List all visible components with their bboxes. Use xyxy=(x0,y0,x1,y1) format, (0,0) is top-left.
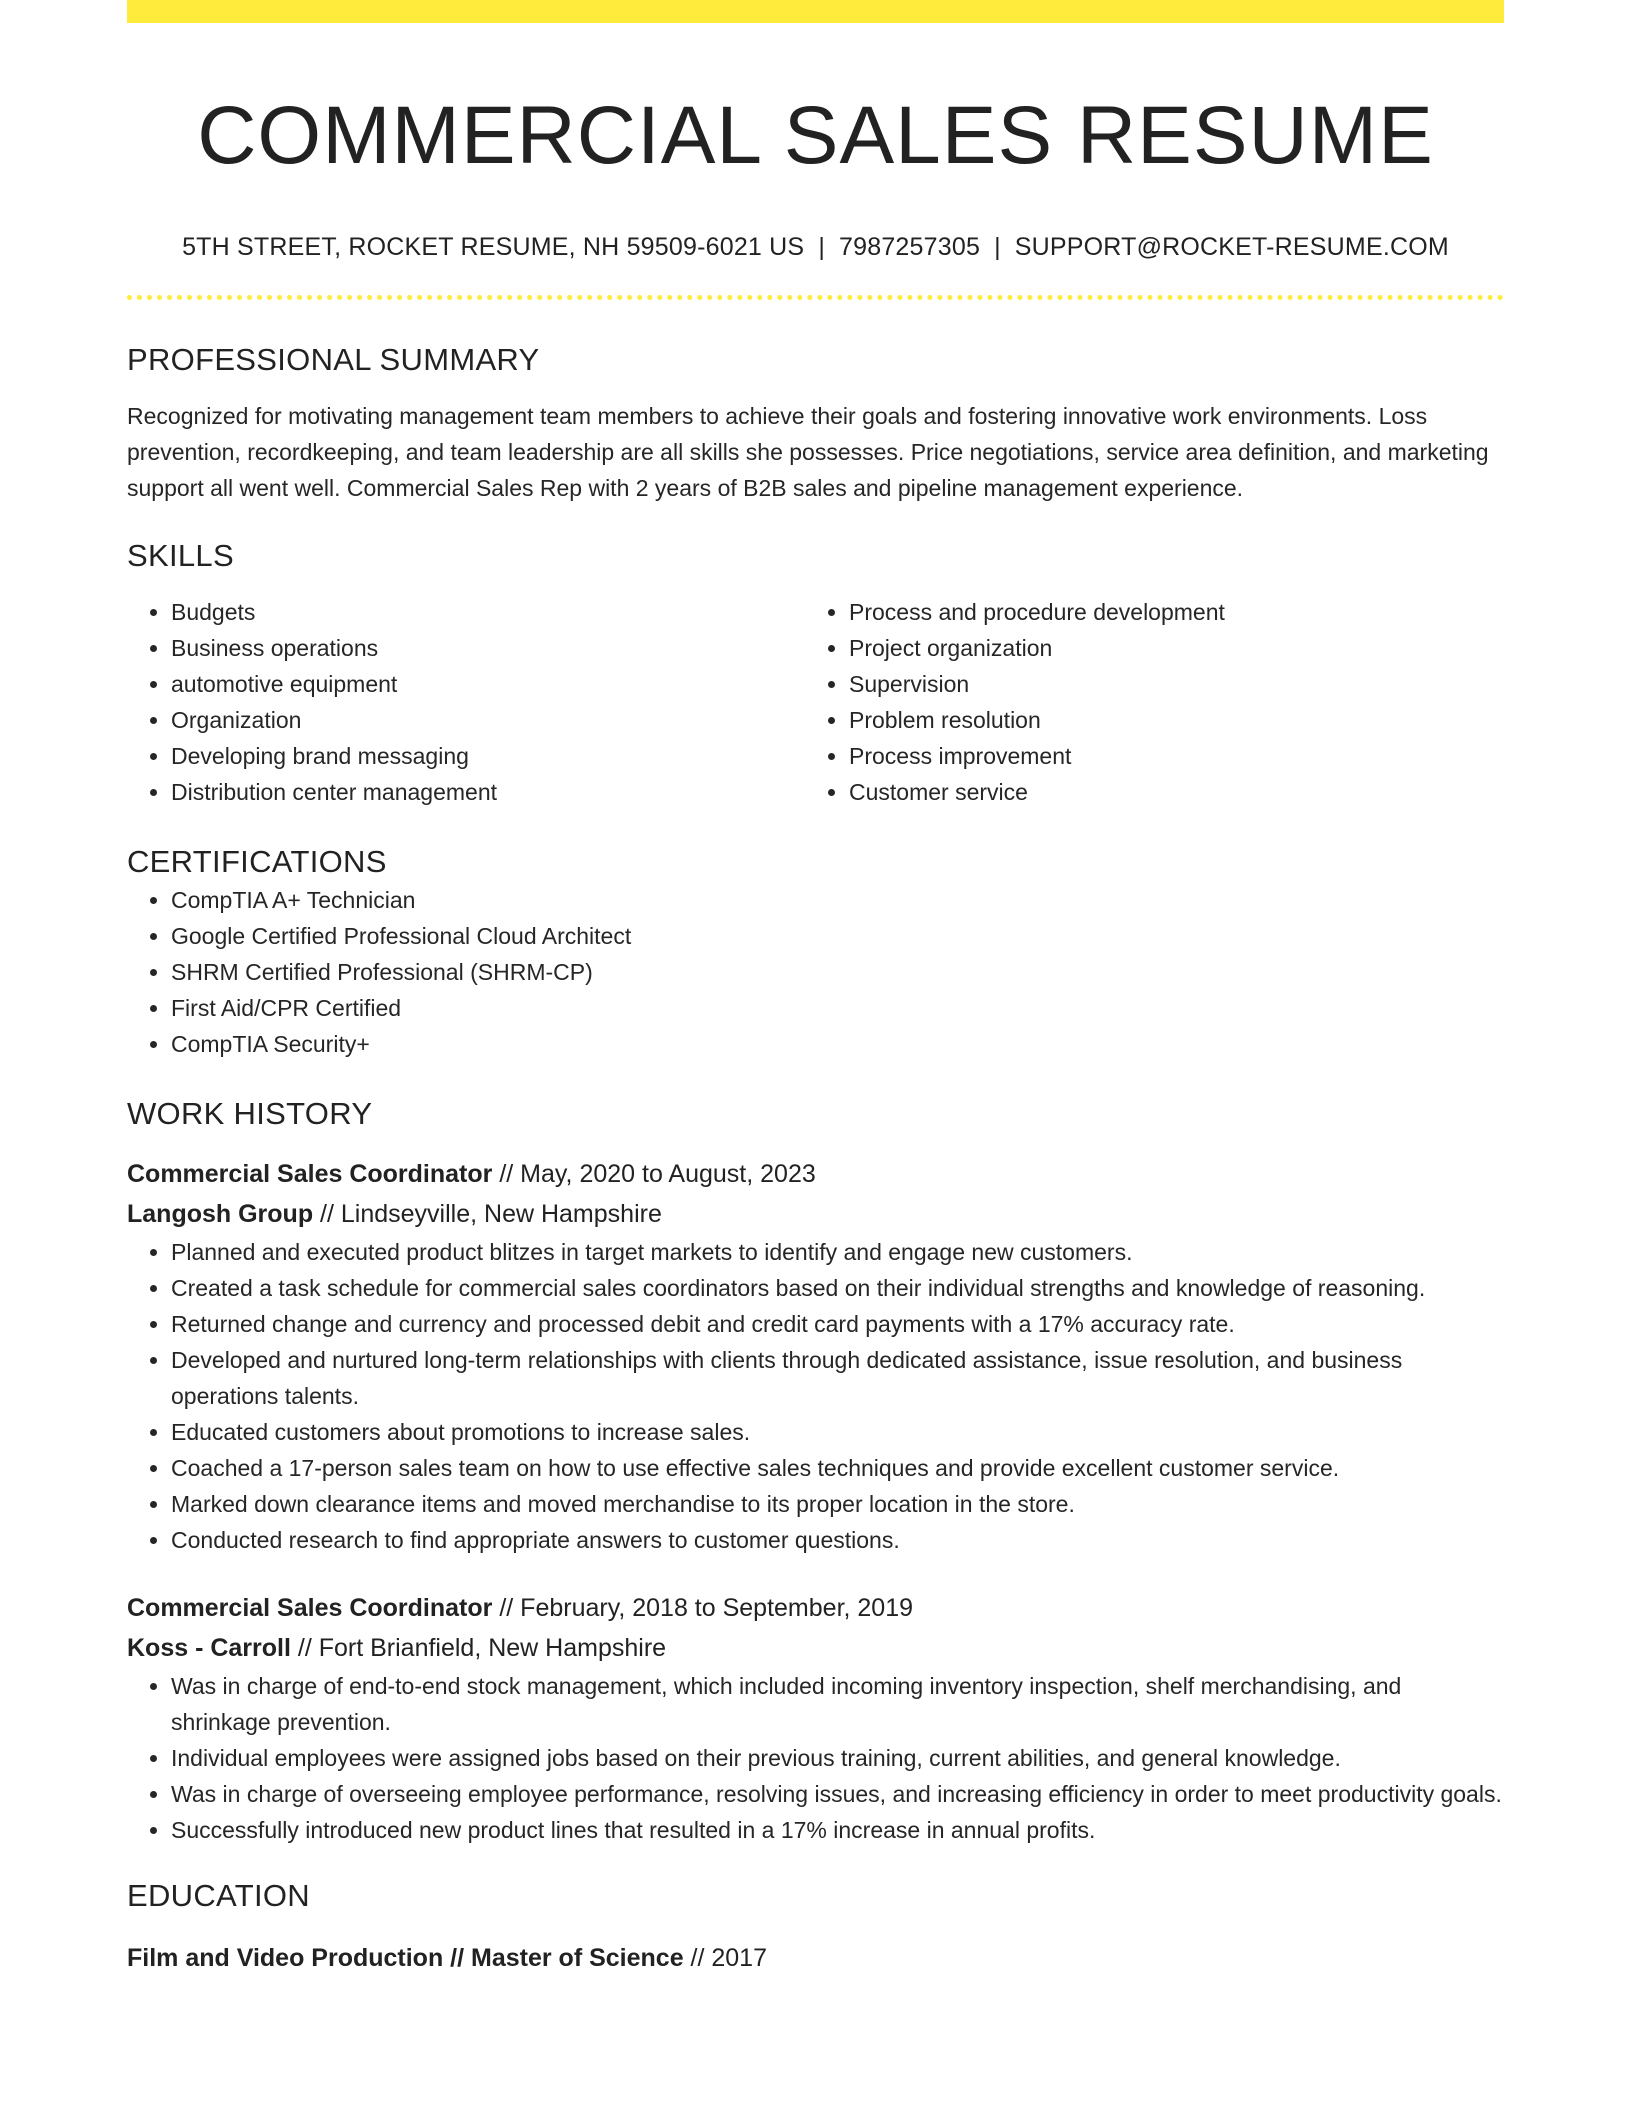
skill-item: • Budgets xyxy=(171,594,805,630)
education-degree: Film and Video Production // Master of Science xyxy=(127,1944,684,1972)
job-bullets xyxy=(127,1234,1504,1558)
skill-item: • Distribution center management xyxy=(171,774,805,810)
job-bullet: • Marked down clearance items and moved merchandise to its proper location in the store. xyxy=(171,1486,1504,1522)
contact-email: SUPPORT@ROCKET-RESUME.COM xyxy=(1014,233,1449,261)
certification-item: • CompTIA A+ Technician xyxy=(171,882,1504,918)
skill-item: • Project organization xyxy=(849,630,1483,666)
accent-top-bar xyxy=(127,0,1504,23)
skill-item: • Process improvement xyxy=(849,738,1483,774)
skill-item: • Customer service xyxy=(849,774,1483,810)
job-bullet: • Conducted research to find appropriate answers to customer questions. xyxy=(171,1522,1504,1558)
contact-separator: | xyxy=(818,233,826,261)
job-bullet: • Educated customers about promotions to increase sales. xyxy=(171,1414,1504,1450)
job-bullet: • Developed and nurtured long-term relationships with clients through dedicated assistance, issue resolution, and business operations talents. xyxy=(171,1342,1504,1414)
job-title-line xyxy=(127,1588,1504,1628)
job-location: // Fort Brianfield, New Hampshire xyxy=(290,1634,667,1662)
resume-title: COMMERCIAL SALES RESUME xyxy=(197,90,1434,181)
contact-address: 5TH STREET, ROCKET RESUME, NH 59509-6021 US xyxy=(182,233,805,261)
job-bullet: • Planned and executed product blitzes in target markets to identify and engage new customers. xyxy=(171,1234,1504,1270)
job-bullet: • Was in charge of overseeing employee performance, resolving issues, and increasing efficiency in order to meet productivity goals. xyxy=(171,1776,1504,1812)
job-dates: // May, 2020 to August, 2023 xyxy=(492,1160,816,1188)
certification-item: • SHRM Certified Professional (SHRM-CP) xyxy=(171,954,1504,990)
job-bullets xyxy=(127,1668,1504,1848)
education-year: // 2017 xyxy=(683,1944,767,1972)
job-bullet: • Created a task schedule for commercial sales coordinators based on their individual strengths and knowledge of reasoning. xyxy=(171,1270,1504,1306)
certifications-heading: CERTIFICATIONS xyxy=(127,844,387,879)
job-company-line xyxy=(127,1628,1504,1668)
contact-phone: 7987257305 xyxy=(839,233,981,261)
job-company: Koss - Carroll xyxy=(127,1634,291,1662)
job-role: Commercial Sales Coordinator xyxy=(127,1594,493,1622)
skill-item: • Process and procedure development xyxy=(849,594,1483,630)
skills-list-right xyxy=(805,594,1483,810)
skills-column-left xyxy=(127,594,805,810)
certification-item: • Google Certified Professional Cloud Architect xyxy=(171,918,1504,954)
contact-separator: | xyxy=(994,233,1001,261)
certification-item: • First Aid/CPR Certified xyxy=(171,990,1504,1026)
skills-column-right xyxy=(805,594,1483,810)
job-title-line xyxy=(127,1154,1504,1194)
skills-list-left xyxy=(127,594,805,810)
resume-page xyxy=(127,0,1504,1978)
job-bullet: • Was in charge of end-to-end stock management, which included incoming inventory inspection, shelf merchandising, and shrinkage prevention. xyxy=(171,1668,1504,1740)
certifications-list xyxy=(127,882,1504,1062)
job-bullet: • Individual employees were assigned jobs based on their previous training, current abilities, and general knowledge. xyxy=(171,1740,1504,1776)
certification-item: • CompTIA Security+ xyxy=(171,1026,1504,1062)
summary-text: Recognized for motivating management team members to achieve their goals and fostering innovative work environments. Loss prevention, recordkeeping, and team leadership are all skills she possesses. Price negotiations, service area definition, and marketing support all went well. Commercial Sales Rep with 2 years of B2B sales and pipeline management experience. xyxy=(127,403,1489,501)
job-bullet: • Returned change and currency and processed debit and credit card payments with a 17% accuracy rate. xyxy=(171,1306,1504,1342)
skill-item: • Problem resolution xyxy=(849,702,1483,738)
work-history-heading: WORK HISTORY xyxy=(127,1096,373,1131)
education-line xyxy=(127,1938,1504,1978)
summary-heading: PROFESSIONAL SUMMARY xyxy=(127,342,540,377)
job-dates: // February, 2018 to September, 2019 xyxy=(492,1594,914,1622)
skill-item: • Business operations xyxy=(171,630,805,666)
job-bullet: • Successfully introduced new product lines that resulted in a 17% increase in annual profits. xyxy=(171,1812,1504,1848)
skill-item: • automotive equipment xyxy=(171,666,805,702)
skills-heading: SKILLS xyxy=(127,538,234,573)
job-company-line xyxy=(127,1194,1504,1234)
skill-item: • Supervision xyxy=(849,666,1483,702)
job-bullet: • Coached a 17-person sales team on how to use effective sales techniques and provide excellent customer service. xyxy=(171,1450,1504,1486)
skills-grid xyxy=(127,594,1504,810)
skill-item: • Developing brand messaging xyxy=(171,738,805,774)
dotted-divider xyxy=(127,295,1504,300)
contact-line xyxy=(127,231,1504,263)
job-location: // Lindseyville, New Hampshire xyxy=(313,1200,662,1228)
job-company: Langosh Group xyxy=(127,1200,314,1228)
education-heading: EDUCATION xyxy=(127,1878,310,1913)
skill-item: • Organization xyxy=(171,702,805,738)
job-role: Commercial Sales Coordinator xyxy=(127,1160,493,1188)
